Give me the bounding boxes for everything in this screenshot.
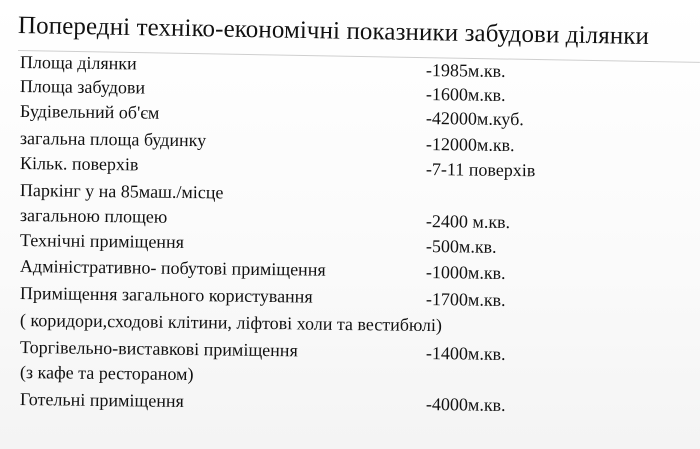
value-technical-rooms: -500м.кв. <box>425 236 497 257</box>
label-common-rooms: Приміщення загального користування <box>19 283 313 307</box>
value-common-rooms: -1700м.кв. <box>425 289 506 310</box>
document-title: Попередні техніко-економічні показники забудови ділянки <box>17 12 650 51</box>
label-floor-count: Кільк. поверхів <box>19 153 139 175</box>
label-site-area: Площа ділянки <box>19 52 137 74</box>
label-hotel-rooms: Готельні приміщення <box>19 389 184 412</box>
label-technical-rooms: Технічні приміщення <box>19 230 185 253</box>
label-retail-rooms: Торгівельно-виставкові приміщення <box>19 337 298 361</box>
value-building-volume: -42000м.куб. <box>425 108 524 130</box>
value-parking-area: -2400 м.кв. <box>425 211 511 233</box>
label-building-volume: Будівельний об'єм <box>19 101 160 123</box>
label-common-rooms-note: ( коридори,сходові клітини, ліфтові холи та вестибюлі) <box>19 310 443 336</box>
label-retail-rooms-note: (з кафе та рестораном) <box>19 362 194 385</box>
label-total-floor-area: загальна площа будинку <box>19 128 207 151</box>
value-admin-rooms: -1000м.кв. <box>425 262 506 283</box>
value-built-area: -1600м.кв. <box>425 84 506 105</box>
value-hotel-rooms: -4000м.кв. <box>425 394 506 415</box>
value-floor-count: -7-11 поверхів <box>425 159 536 181</box>
label-admin-rooms: Адміністративно- побутові приміщення <box>19 256 326 280</box>
label-built-area: Площа забудови <box>19 76 146 98</box>
label-parking: Паркінг у на 85маш./місце <box>19 180 224 203</box>
value-retail-rooms: -1400м.кв. <box>425 343 506 364</box>
value-total-floor-area: -12000м.кв. <box>425 134 515 156</box>
value-site-area: -1985м.кв. <box>425 60 506 81</box>
label-parking-area: загальною площею <box>19 205 168 227</box>
